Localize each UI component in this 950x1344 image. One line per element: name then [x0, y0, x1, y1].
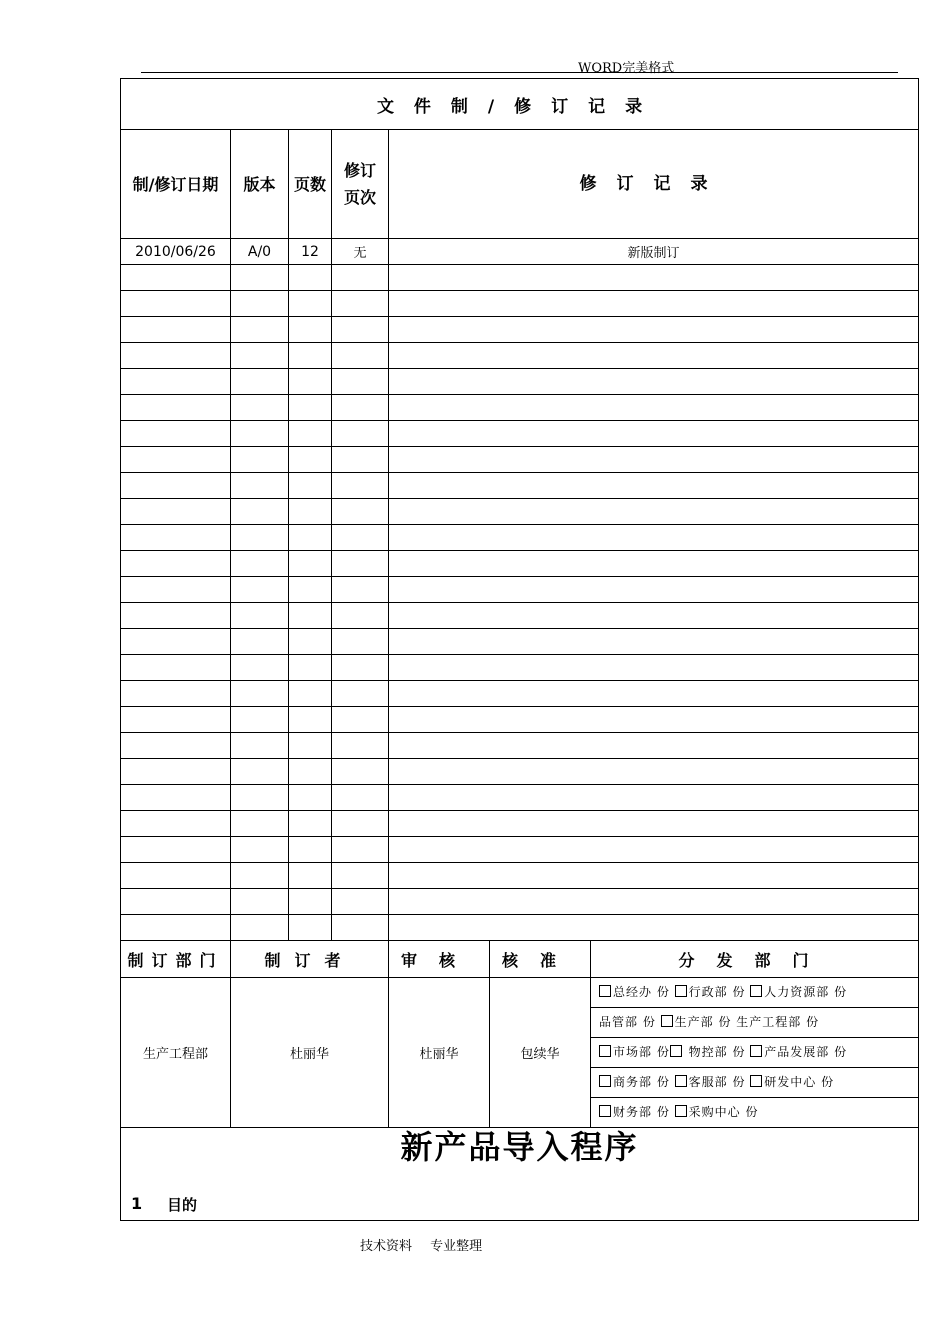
- blank-cell: [332, 889, 389, 915]
- blank-cell: [289, 655, 332, 681]
- distribution-line: 市场部 份 物控部 份 产品发展部 份: [591, 1038, 918, 1068]
- blank-cell: [289, 525, 332, 551]
- blank-cell: [389, 707, 919, 733]
- checkbox-icon: [599, 1075, 611, 1087]
- checkbox-icon: [750, 1075, 762, 1087]
- blank-cell: [231, 447, 289, 473]
- blank-row: [121, 369, 919, 395]
- blank-cell: [289, 577, 332, 603]
- blank-cell: [121, 707, 231, 733]
- blank-cell: [332, 863, 389, 889]
- blank-row: [121, 655, 919, 681]
- blank-cell: [332, 629, 389, 655]
- blank-cell: [289, 551, 332, 577]
- blank-cell: [332, 291, 389, 317]
- blank-cell: [289, 317, 332, 343]
- checkbox-icon: [661, 1015, 673, 1027]
- blank-row: [121, 759, 919, 785]
- section-number: 1: [131, 1194, 143, 1213]
- blank-cell: [389, 551, 919, 577]
- blank-cell: [289, 811, 332, 837]
- blank-cell: [332, 421, 389, 447]
- blank-cell: [289, 447, 332, 473]
- row-revised-pages: 无: [332, 239, 389, 265]
- blank-cell: [332, 577, 389, 603]
- blank-cell: [231, 837, 289, 863]
- blank-cell: [231, 915, 289, 941]
- blank-row: [121, 785, 919, 811]
- header-date: 制/修订日期: [121, 130, 231, 239]
- blank-cell: [332, 343, 389, 369]
- blank-cell: [389, 395, 919, 421]
- blank-cell: [121, 785, 231, 811]
- blank-cell: [332, 265, 389, 291]
- revision-record-table: [120, 78, 919, 1221]
- blank-row: [121, 889, 919, 915]
- signoff-dept: 生产工程部: [121, 978, 231, 1128]
- header-rule: [141, 72, 898, 73]
- blank-cell: [332, 655, 389, 681]
- blank-cell: [389, 421, 919, 447]
- blank-cell: [389, 811, 919, 837]
- blank-cell: [231, 291, 289, 317]
- signoff-header-review: 审核: [389, 941, 490, 978]
- blank-cell: [289, 395, 332, 421]
- blank-cell: [231, 265, 289, 291]
- distribution-list: [591, 978, 919, 1128]
- signoff-header-author: 制订者: [231, 941, 389, 978]
- checkbox-icon: [599, 1045, 611, 1057]
- blank-cell: [389, 265, 919, 291]
- blank-cell: [121, 421, 231, 447]
- section-title: 目的: [167, 1196, 198, 1214]
- blank-cell: [231, 473, 289, 499]
- blank-cell: [389, 291, 919, 317]
- page-header: WORD完美格式: [578, 61, 675, 76]
- row-record: 新版制订: [389, 239, 919, 265]
- blank-row: [121, 629, 919, 655]
- blank-cell: [121, 681, 231, 707]
- checkbox-icon: [750, 985, 762, 997]
- blank-cell: [231, 811, 289, 837]
- blank-cell: [389, 577, 919, 603]
- blank-cell: [121, 915, 231, 941]
- blank-cell: [389, 499, 919, 525]
- blank-cell: [389, 681, 919, 707]
- blank-cell: [231, 707, 289, 733]
- blank-cell: [231, 733, 289, 759]
- blank-cell: [289, 343, 332, 369]
- blank-cell: [231, 343, 289, 369]
- blank-cell: [231, 577, 289, 603]
- blank-cell: [332, 395, 389, 421]
- checkbox-icon: [675, 1105, 687, 1117]
- checkbox-icon: [599, 985, 611, 997]
- blank-cell: [121, 811, 231, 837]
- row-version: A/0: [231, 239, 289, 265]
- blank-cell: [121, 603, 231, 629]
- blank-cell: [332, 499, 389, 525]
- blank-cell: [389, 317, 919, 343]
- blank-cell: [389, 733, 919, 759]
- page-footer: 技术资料 专业整理: [360, 1239, 483, 1254]
- blank-cell: [231, 655, 289, 681]
- blank-cell: [332, 811, 389, 837]
- blank-cell: [332, 733, 389, 759]
- blank-cell: [289, 681, 332, 707]
- blank-row: [121, 733, 919, 759]
- signoff-approve: 包续华: [490, 978, 591, 1128]
- blank-cell: [121, 291, 231, 317]
- blank-cell: [121, 447, 231, 473]
- blank-cell: [389, 915, 919, 941]
- header-revised-pages: 修订页次: [332, 130, 389, 239]
- distribution-line: 财务部 份 采购中心 份: [591, 1098, 918, 1127]
- checkbox-icon: [675, 985, 687, 997]
- row-date: 2010/06/26: [121, 239, 231, 265]
- header-pages: 页数: [289, 130, 332, 239]
- blank-cell: [332, 915, 389, 941]
- blank-cell: [231, 681, 289, 707]
- blank-cell: [231, 499, 289, 525]
- signoff-review: 杜丽华: [389, 978, 490, 1128]
- blank-row: [121, 707, 919, 733]
- blank-cell: [289, 629, 332, 655]
- signoff-header-dept: 制订部门: [121, 941, 231, 978]
- blank-row: [121, 525, 919, 551]
- blank-cell: [289, 421, 332, 447]
- blank-cell: [332, 369, 389, 395]
- table-title: 文件制/修订记录: [121, 79, 919, 130]
- signoff-header-approve: 核准: [490, 941, 591, 978]
- blank-row: [121, 837, 919, 863]
- blank-cell: [121, 369, 231, 395]
- blank-cell: [121, 577, 231, 603]
- blank-cell: [332, 603, 389, 629]
- blank-cell: [332, 473, 389, 499]
- blank-cell: [289, 499, 332, 525]
- blank-cell: [289, 915, 332, 941]
- blank-cell: [289, 837, 332, 863]
- blank-row: [121, 447, 919, 473]
- blank-cell: [231, 759, 289, 785]
- blank-cell: [332, 759, 389, 785]
- blank-row: [121, 577, 919, 603]
- blank-cell: [121, 863, 231, 889]
- blank-row: [121, 343, 919, 369]
- blank-row: [121, 421, 919, 447]
- blank-cell: [332, 681, 389, 707]
- document-title: 新产品导入程序: [400, 1128, 639, 1166]
- blank-cell: [121, 499, 231, 525]
- blank-cell: [289, 707, 332, 733]
- blank-cell: [289, 785, 332, 811]
- blank-cell: [121, 759, 231, 785]
- blank-cell: [389, 369, 919, 395]
- blank-cell: [121, 837, 231, 863]
- blank-cell: [389, 343, 919, 369]
- blank-row: [121, 473, 919, 499]
- blank-cell: [121, 733, 231, 759]
- blank-row: [121, 811, 919, 837]
- blank-cell: [121, 889, 231, 915]
- blank-cell: [389, 889, 919, 915]
- blank-cell: [121, 629, 231, 655]
- blank-cell: [389, 629, 919, 655]
- blank-cell: [121, 343, 231, 369]
- blank-cell: [231, 525, 289, 551]
- blank-row: [121, 603, 919, 629]
- blank-cell: [231, 603, 289, 629]
- blank-cell: [332, 837, 389, 863]
- distribution-line: 品管部 份 生产部 份 生产工程部 份: [591, 1008, 918, 1038]
- header-version: 版本: [231, 130, 289, 239]
- blank-cell: [332, 525, 389, 551]
- blank-cell: [389, 655, 919, 681]
- blank-row: [121, 863, 919, 889]
- blank-cell: [389, 863, 919, 889]
- blank-cell: [332, 551, 389, 577]
- blank-cell: [289, 291, 332, 317]
- blank-row: [121, 915, 919, 941]
- blank-row: [121, 395, 919, 421]
- blank-cell: [121, 655, 231, 681]
- document-body-start: [121, 1128, 919, 1221]
- blank-row: [121, 317, 919, 343]
- blank-cell: [389, 785, 919, 811]
- blank-row: [121, 265, 919, 291]
- blank-cell: [332, 447, 389, 473]
- blank-cell: [289, 889, 332, 915]
- blank-cell: [289, 473, 332, 499]
- distribution-line: 商务部 份 客服部 份 研发中心 份: [591, 1068, 918, 1098]
- header-revision-record: 修订记录: [389, 130, 919, 239]
- signoff-author: 杜丽华: [231, 978, 389, 1128]
- blank-row: [121, 291, 919, 317]
- blank-cell: [389, 525, 919, 551]
- blank-cell: [231, 551, 289, 577]
- row-pages: 12: [289, 239, 332, 265]
- blank-cell: [121, 525, 231, 551]
- checkbox-icon: [670, 1045, 682, 1057]
- blank-cell: [231, 317, 289, 343]
- blank-cell: [289, 369, 332, 395]
- blank-cell: [289, 863, 332, 889]
- blank-cell: [121, 265, 231, 291]
- blank-cell: [231, 629, 289, 655]
- blank-cell: [231, 863, 289, 889]
- blank-cell: [289, 733, 332, 759]
- signoff-header-distribution: 分发部门: [591, 941, 919, 978]
- blank-cell: [332, 707, 389, 733]
- blank-cell: [289, 603, 332, 629]
- blank-row: [121, 681, 919, 707]
- blank-cell: [121, 395, 231, 421]
- blank-cell: [289, 759, 332, 785]
- blank-cell: [231, 395, 289, 421]
- blank-cell: [121, 317, 231, 343]
- distribution-line: 总经办 份 行政部 份 人力资源部 份: [591, 978, 918, 1008]
- checkbox-icon: [675, 1075, 687, 1087]
- blank-cell: [231, 421, 289, 447]
- checkbox-icon: [599, 1105, 611, 1117]
- blank-cell: [389, 473, 919, 499]
- blank-cell: [289, 265, 332, 291]
- blank-cell: [332, 317, 389, 343]
- blank-row: [121, 499, 919, 525]
- blank-cell: [389, 759, 919, 785]
- blank-row: [121, 551, 919, 577]
- blank-cell: [389, 447, 919, 473]
- blank-cell: [389, 603, 919, 629]
- blank-cell: [231, 785, 289, 811]
- checkbox-icon: [750, 1045, 762, 1057]
- blank-cell: [231, 889, 289, 915]
- blank-cell: [231, 369, 289, 395]
- blank-cell: [332, 785, 389, 811]
- blank-cell: [389, 837, 919, 863]
- blank-cell: [121, 473, 231, 499]
- blank-cell: [121, 551, 231, 577]
